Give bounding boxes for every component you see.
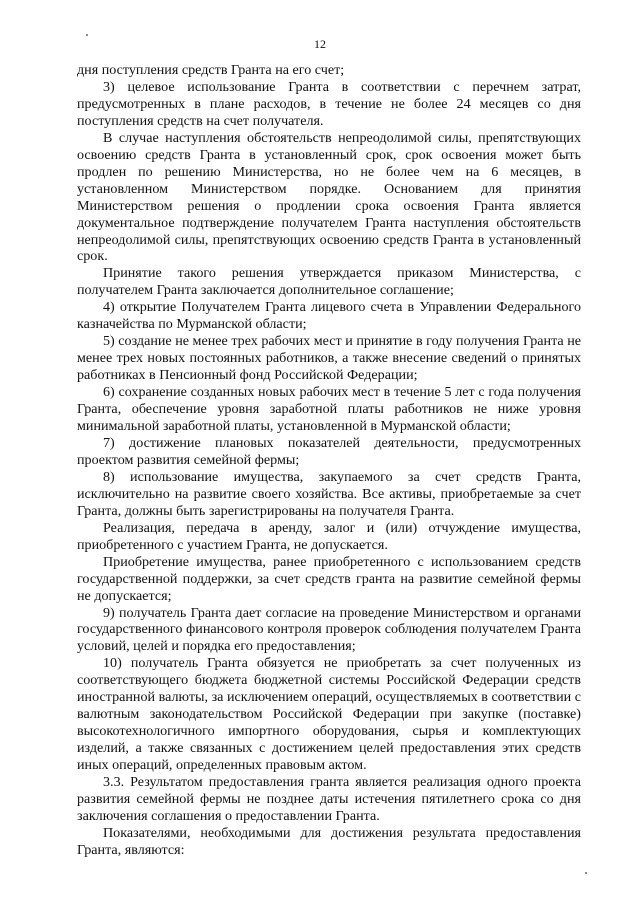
paragraph-item-5: 5) создание не менее трех рабочих мест и принятие в году получения Гранта не менее трех новых постоянных работников, а также внесение сведений о принятых работниках в Пенсионный фонд Российской Федерации; (77, 333, 581, 384)
page-number: 12 (314, 37, 326, 51)
paragraph-continuation: дня поступления средств Гранта на его счет; (77, 62, 345, 78)
paragraph-item-9: 9) получатель Гранта дает согласие на проведение Министерством и органами государственного финансового контроля проверок соблюдения получателем Гранта условий, целей и порядка его предоставления; (77, 604, 581, 655)
paragraph-decision: Принятие такого решения утверждается приказом Министерства, с получателем Гранта заключается дополнительное соглашение; (77, 265, 581, 299)
paragraph-item-8: 8) использование имущества, закупаемого за счет средств Гранта, исключительно на развитие своего хозяйства. Все активы, приобретаемые за счет Гранта, должны быть зарегистрированы на получателя Гранта. (77, 468, 581, 519)
paragraph-item-4: 4) открытие Получателем Гранта лицевого счета в Управлении Федерального казначейства по Мурманской области; (77, 299, 581, 333)
paragraph-realization: Реализация, передача в аренду, залог и (или) отчуждение имущества, приобретенного с участием Гранта, не допускается. (77, 519, 581, 553)
paragraph-indicators: Показателями, необходимыми для достижения результата предоставления Гранта, являются: (77, 824, 581, 858)
paragraph-acquisition: Приобретение имущества, ранее приобретенного с использованием средств государственной поддержки, за счет средств гранта на развитие семейной фермы не допускается; (77, 553, 581, 604)
paragraph-force-majeure: В случае наступления обстоятельств непреодолимой силы, препятствующих освоению средств Гранта в установленный срок, срок освоения может быть продлен по решению Министерства, но не более чем на 6 месяцев, в установленном Министерством порядке. Основанием для принятия Министерством решения о продлении срока освоения Гранта является документальное подтверждение получателем Гранта наступления обстоятельств непреодолимой силы, препятствующих освоению средств Гранта в установленный срок. (77, 129, 581, 265)
scan-speck (86, 34, 88, 36)
paragraph-section-3-3: 3.3. Результатом предоставления гранта является реализация одного проекта развития семейной фермы не позднее даты истечения пятилетнего срока со дня заключения соглашения о предоставлении Гранта. (77, 774, 581, 824)
paragraph-item-10: 10) получатель Гранта обязуется не приобретать за счет полученных из соответствующего бюджета бюджетной системы Российской Федерации средств иностранной валюты, за исключением операций, осуществляемых в соответствии с валютным законодательством Российской Федерации при закупке (поставке) высокотехнологичного импортного оборудования, сырья и комплектующих изделий, а также связанных с достижением целей предоставления этих средств иных операций, определенных правовым актом. (77, 655, 581, 774)
scan-speck (585, 872, 587, 874)
paragraph-item-3: 3) целевое использование Гранта в соответствии с перечнем затрат, предусмотренных в плане расходов, в течение не более 24 месяцев со дня поступления средств на счет получателя. (77, 78, 581, 129)
paragraph-item-6: 6) сохранение созданных новых рабочих мест в течение 5 лет с года получения Гранта, обеспечение уровня заработной платы работников не ниже уровня минимальной заработной платы, установленной в Мурманской области; (77, 384, 581, 435)
paragraph-item-7: 7) достижение плановых показателей деятельности, предусмотренных проектом развития семейной фермы; (77, 434, 581, 468)
document-body (77, 62, 581, 859)
